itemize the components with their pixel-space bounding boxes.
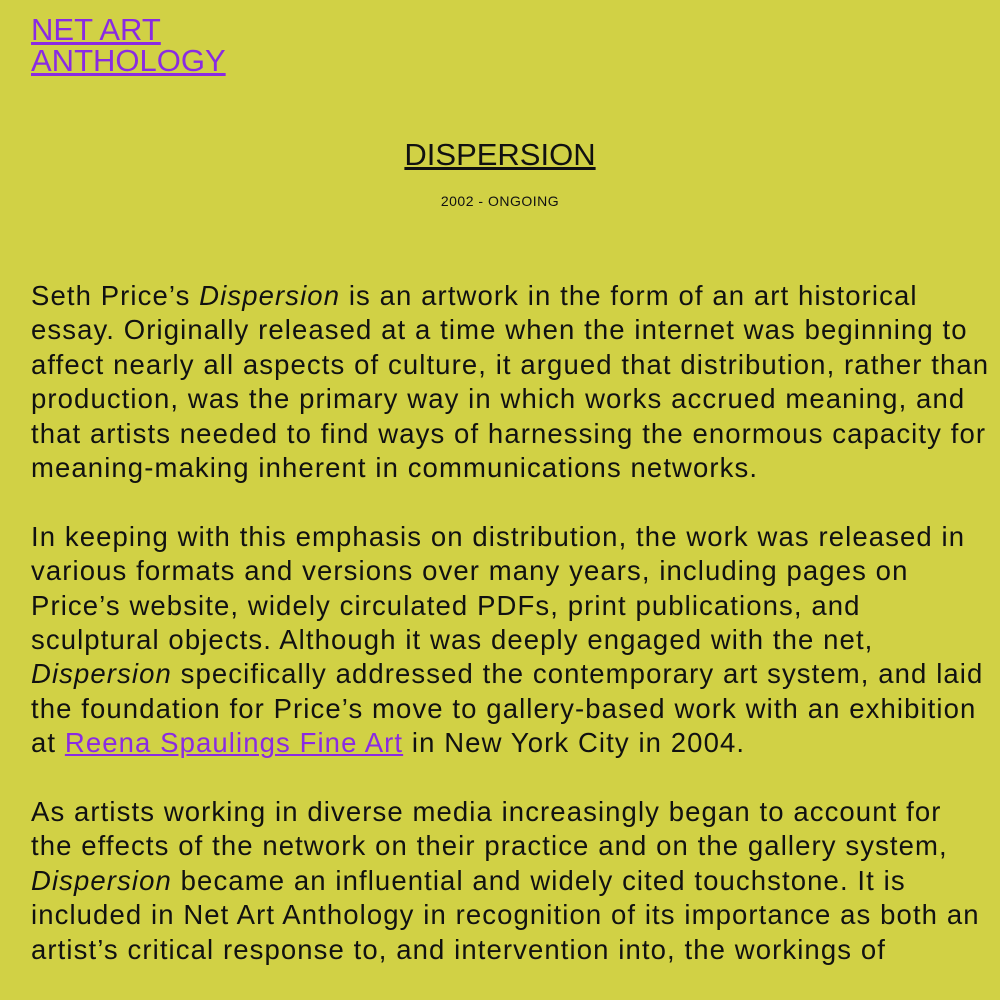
work-title-link[interactable]: DISPERSION (404, 137, 596, 172)
essay-p1-author: Seth Price’s (31, 280, 200, 311)
essay-p2-end: in New York City in 2004. (403, 727, 746, 759)
work-title-container (0, 137, 1000, 173)
site-title-link[interactable] (31, 14, 226, 76)
essay-p1-title: Dispersion (199, 280, 341, 311)
work-date: 2002 - ONGOING (440, 193, 560, 209)
site-title-line-1: NET ART (31, 12, 161, 47)
essay-p3-title: Dispersion (31, 864, 172, 896)
essay-paragraph-1 (31, 279, 991, 485)
essay-paragraph-2 (31, 520, 991, 761)
essay-p2-title: Dispersion (31, 658, 172, 690)
essay-p3-start: As artists working in diverse media increasingly began to account for the effects of the network on their practice and on the gallery system, (31, 796, 948, 862)
site-title-line-2: ANTHOLOGY (31, 43, 226, 78)
essay-p3-rest: became an influential and widely cited touchstone. It is included in Net Art Anthology in recognition of its importance as both an artist’s critical response to, and intervention into, the workings of (31, 864, 980, 965)
essay-p2-start: In keeping with this emphasis on distribution, the work was released in various formats and versions over many years, including pages on Price’s website, widely circulated PDFs, print publications, and sculptural objects. Although it was deeply engaged with the net, (31, 520, 966, 656)
essay-body (31, 279, 991, 1000)
essay-p1-rest: is an artwork in the form of an art historical essay. Originally released at a time when the internet was beginning to affect nearly all aspects of culture, it argued that distribution, rather than production, was the primary way in which works accrued meaning, and that artists needed to find ways of harnessing the enormous capacity for meaning-making inherent in communications networks. (31, 280, 990, 484)
essay-p2-middle: specifically addressed the contemporary art system, and laid the foundation for Price’s move to gallery-based work with an exhibition at (31, 658, 984, 759)
reena-spaulings-link[interactable]: Reena Spaulings Fine Art (64, 727, 404, 759)
essay-paragraph-3 (31, 795, 991, 967)
